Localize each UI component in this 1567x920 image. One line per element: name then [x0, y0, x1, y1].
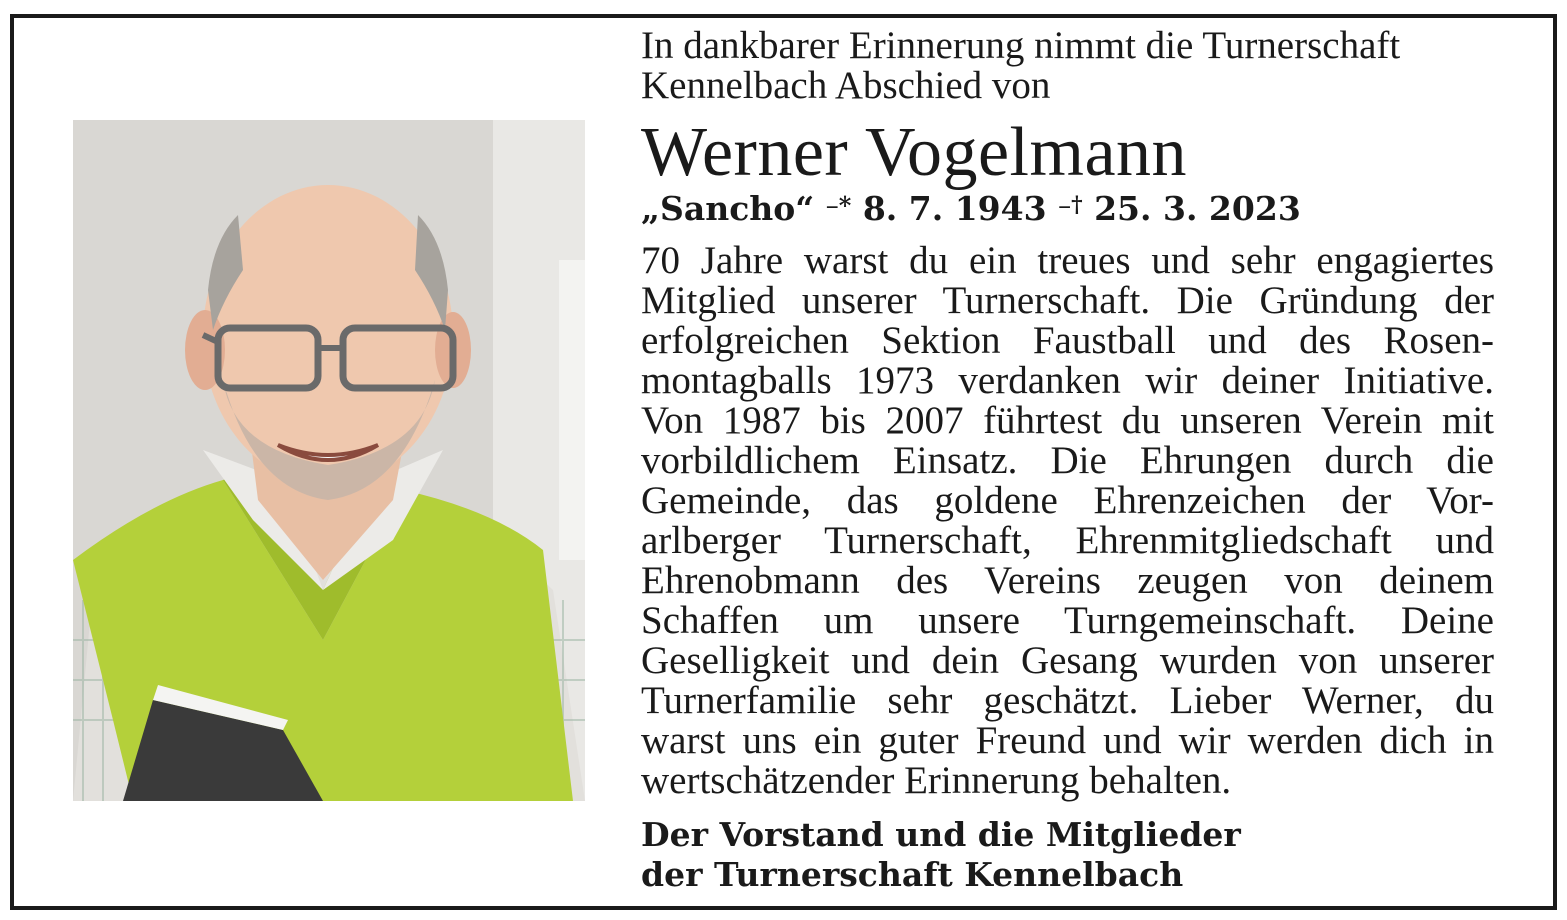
- life-dates: [641, 189, 1494, 233]
- intro-text: [641, 26, 1494, 106]
- tribute-line: warst uns ein guter Freund und wir werden dich in: [641, 719, 1494, 762]
- nickname: „Sancho“: [641, 189, 815, 228]
- tribute-line: erfolgreichen Sektion Faustball und des Rosen-: [641, 319, 1494, 362]
- birth-date: 8. 7. 1943: [862, 189, 1047, 228]
- intro-line: Kennelbach Abschied von: [641, 64, 1051, 107]
- tribute-line: Gemeinde, das goldene Ehrenzeichen der Vor-: [641, 479, 1494, 522]
- tribute-line: Schaffen um unsere Turngemeinschaft. Deine: [641, 599, 1494, 642]
- deceased-name: Werner Vogelmann: [641, 114, 1188, 191]
- signature: [641, 815, 1494, 895]
- dash: –: [825, 191, 839, 221]
- tribute-line: montagballs 1973 verdanken wir deiner Initiative.: [641, 359, 1494, 402]
- birth-symbol: *: [838, 191, 852, 220]
- dash: –: [1058, 191, 1072, 221]
- portrait-photo: [73, 120, 585, 801]
- signature-line: Der Vorstand und die Mitglieder: [641, 815, 1241, 854]
- portrait-illustration: [73, 120, 585, 801]
- intro-line: In dankbarer Erinnerung nimmt die Turnerschaft: [641, 24, 1401, 67]
- tribute-line: Turnerfamilie sehr geschätzt. Lieber Werner, du: [641, 679, 1494, 722]
- tribute-line: Geselligkeit und dein Gesang wurden von unserer: [641, 639, 1494, 682]
- tribute-line: 70 Jahre warst du ein treues und sehr engagiertes: [641, 239, 1494, 282]
- tribute-text: [641, 241, 1494, 801]
- tribute-line: arlberger Turnerschaft, Ehrenmitgliedschaft und: [641, 519, 1494, 562]
- signature-line: der Turnerschaft Kennelbach: [641, 855, 1184, 894]
- tribute-line: Mitglied unserer Turnerschaft. Die Gründung der: [641, 279, 1494, 322]
- death-symbol: †: [1071, 192, 1083, 218]
- tribute-line: vorbildlichem Einsatz. Die Ehrungen durch die: [641, 439, 1494, 482]
- tribute-line: wertschätzender Erinnerung behalten.: [641, 759, 1232, 802]
- text-column: [641, 26, 1494, 895]
- tribute-line: Von 1987 bis 2007 führtest du unseren Verein mit: [641, 399, 1494, 442]
- death-date: 25. 3. 2023: [1094, 189, 1301, 228]
- tribute-line: Ehrenobmann des Vereins zeugen von deinem: [641, 559, 1494, 602]
